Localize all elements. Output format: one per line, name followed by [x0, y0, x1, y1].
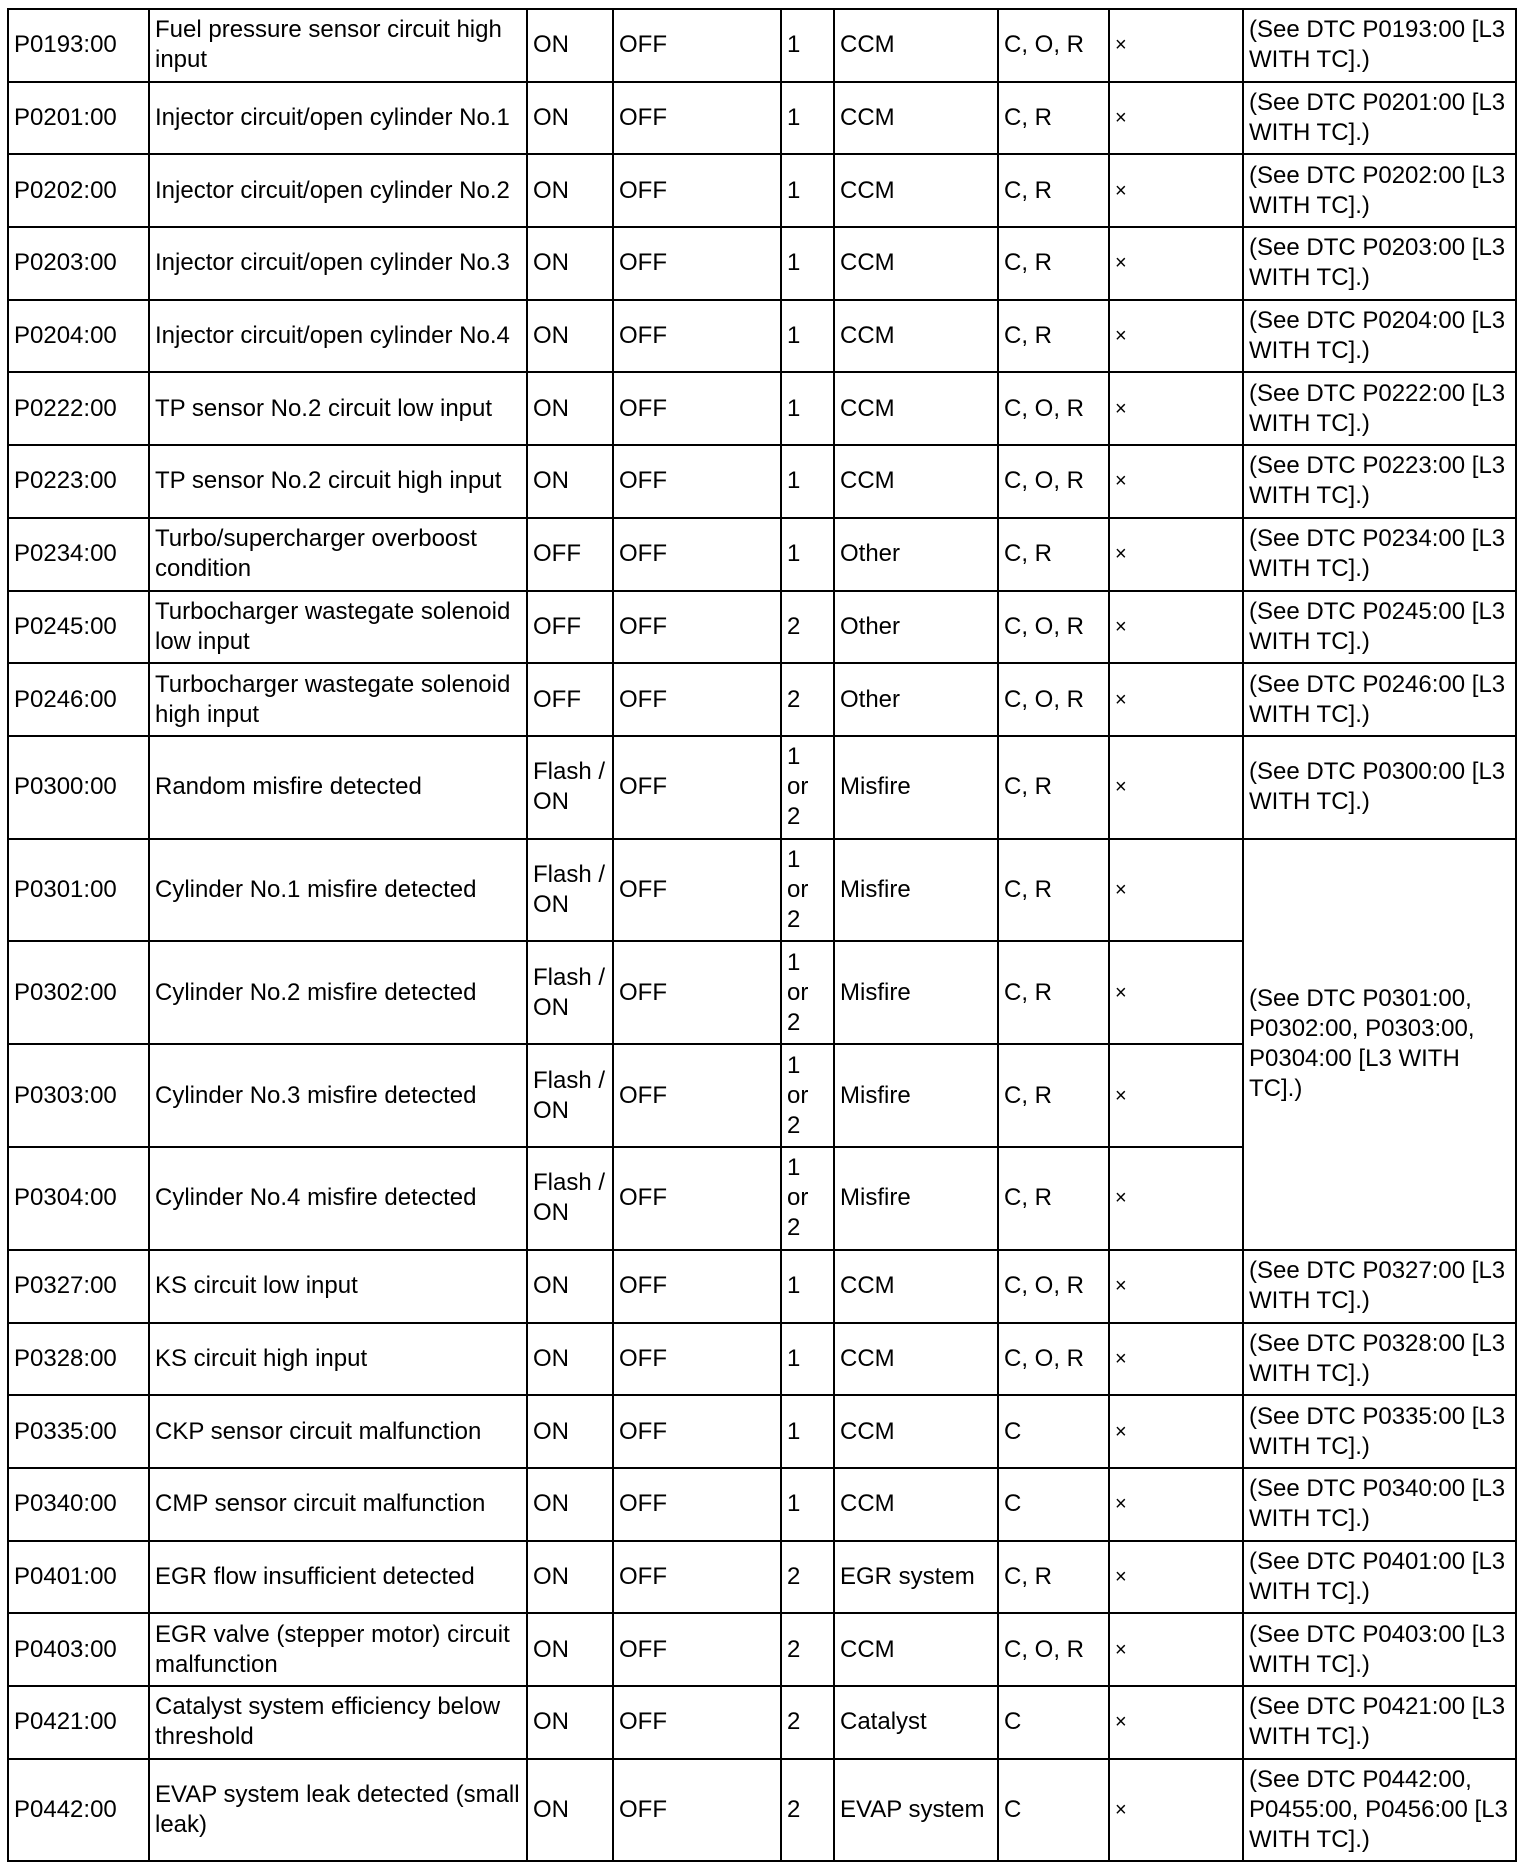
dtc-reference: (See DTC P0203:00 [L3 WITH TC].) — [1243, 227, 1516, 300]
dtc-mark: × — [1109, 1759, 1243, 1862]
dtc-memory: C, O, R — [998, 445, 1109, 518]
dtc-mark: × — [1109, 839, 1243, 942]
dtc-code: P0304:00 — [8, 1147, 149, 1250]
drive-cycle: 1 — [781, 154, 834, 227]
drive-cycle: 1 or 2 — [781, 941, 834, 1044]
dtc-reference: (See DTC P0204:00 [L3 WITH TC].) — [1243, 300, 1516, 373]
dtc-reference: (See DTC P0327:00 [L3 WITH TC].) — [1243, 1250, 1516, 1323]
monitor-item: CCM — [834, 1323, 998, 1396]
dtc-description: TP sensor No.2 circuit high input — [149, 445, 527, 518]
dtc-code: P0203:00 — [8, 227, 149, 300]
dtc-mark: × — [1109, 154, 1243, 227]
dtc-memory: C, O, R — [998, 9, 1109, 82]
dtc-mark: × — [1109, 1147, 1243, 1250]
dtc-mark: × — [1109, 300, 1243, 373]
dtc-memory: C — [998, 1686, 1109, 1759]
monitor-item: CCM — [834, 300, 998, 373]
dtc-code: P0223:00 — [8, 445, 149, 518]
mil-status: ON — [527, 1323, 613, 1396]
gen-status: OFF — [613, 82, 781, 155]
dtc-description: Cylinder No.2 misfire detected — [149, 941, 527, 1044]
table-row — [8, 9, 1516, 82]
drive-cycle: 1 — [781, 1395, 834, 1468]
dtc-code: P0202:00 — [8, 154, 149, 227]
drive-cycle: 1 — [781, 227, 834, 300]
dtc-description: Catalyst system efficiency below threshold — [149, 1686, 527, 1759]
table-row — [8, 518, 1516, 591]
dtc-reference-merged: (See DTC P0301:00, P0302:00, P0303:00, P0304:00 [L3 WITH TC].) — [1243, 839, 1516, 1250]
gen-status: OFF — [613, 300, 781, 373]
gen-status: OFF — [613, 1541, 781, 1614]
dtc-mark: × — [1109, 1250, 1243, 1323]
monitor-item: Misfire — [834, 1044, 998, 1147]
table-row — [8, 372, 1516, 445]
table-row — [8, 82, 1516, 155]
dtc-code: P0442:00 — [8, 1759, 149, 1862]
gen-status: OFF — [613, 591, 781, 664]
mil-status: ON — [527, 372, 613, 445]
dtc-mark: × — [1109, 1613, 1243, 1686]
table-row — [8, 1686, 1516, 1759]
dtc-reference: (See DTC P0223:00 [L3 WITH TC].) — [1243, 445, 1516, 518]
table-row — [8, 1250, 1516, 1323]
dtc-mark: × — [1109, 372, 1243, 445]
drive-cycle: 1 or 2 — [781, 839, 834, 942]
mil-status: Flash / ON — [527, 839, 613, 942]
table-row — [8, 1395, 1516, 1468]
gen-status: OFF — [613, 736, 781, 839]
mil-status: Flash / ON — [527, 1044, 613, 1147]
dtc-mark: × — [1109, 227, 1243, 300]
dtc-mark: × — [1109, 518, 1243, 591]
drive-cycle: 1 — [781, 518, 834, 591]
dtc-memory: C, R — [998, 839, 1109, 942]
dtc-mark: × — [1109, 1395, 1243, 1468]
monitor-item: CCM — [834, 82, 998, 155]
dtc-reference: (See DTC P0234:00 [L3 WITH TC].) — [1243, 518, 1516, 591]
dtc-reference: (See DTC P0300:00 [L3 WITH TC].) — [1243, 736, 1516, 839]
mil-status: ON — [527, 154, 613, 227]
drive-cycle: 1 — [781, 9, 834, 82]
drive-cycle: 1 — [781, 1323, 834, 1396]
gen-status: OFF — [613, 227, 781, 300]
dtc-code: P0403:00 — [8, 1613, 149, 1686]
dtc-memory: C, O, R — [998, 1323, 1109, 1396]
gen-status: OFF — [613, 445, 781, 518]
monitor-item: Misfire — [834, 736, 998, 839]
monitor-item: CCM — [834, 1468, 998, 1541]
mil-status: ON — [527, 227, 613, 300]
dtc-code: P0300:00 — [8, 736, 149, 839]
dtc-memory: C, R — [998, 300, 1109, 373]
mil-status: OFF — [527, 518, 613, 591]
dtc-reference: (See DTC P0421:00 [L3 WITH TC].) — [1243, 1686, 1516, 1759]
table-row — [8, 227, 1516, 300]
dtc-reference: (See DTC P0193:00 [L3 WITH TC].) — [1243, 9, 1516, 82]
dtc-reference: (See DTC P0335:00 [L3 WITH TC].) — [1243, 1395, 1516, 1468]
drive-cycle: 1 — [781, 1468, 834, 1541]
dtc-code: P0201:00 — [8, 82, 149, 155]
dtc-description: KS circuit low input — [149, 1250, 527, 1323]
dtc-description: Cylinder No.1 misfire detected — [149, 839, 527, 942]
dtc-description: EGR flow insufficient detected — [149, 1541, 527, 1614]
mil-status: Flash / ON — [527, 1147, 613, 1250]
monitor-item: EVAP system — [834, 1759, 998, 1862]
dtc-description: EVAP system leak detected (small leak) — [149, 1759, 527, 1862]
mil-status: ON — [527, 1613, 613, 1686]
dtc-reference: (See DTC P0328:00 [L3 WITH TC].) — [1243, 1323, 1516, 1396]
mil-status: OFF — [527, 591, 613, 664]
table-row — [8, 839, 1516, 942]
drive-cycle: 1 or 2 — [781, 736, 834, 839]
dtc-mark: × — [1109, 1468, 1243, 1541]
gen-status: OFF — [613, 372, 781, 445]
gen-status: OFF — [613, 9, 781, 82]
dtc-description: Cylinder No.4 misfire detected — [149, 1147, 527, 1250]
dtc-reference: (See DTC P0401:00 [L3 WITH TC].) — [1243, 1541, 1516, 1614]
table-row — [8, 736, 1516, 839]
dtc-description: Turbo/supercharger overboost condition — [149, 518, 527, 591]
drive-cycle: 2 — [781, 1541, 834, 1614]
monitor-item: CCM — [834, 154, 998, 227]
dtc-table-body — [8, 9, 1516, 1861]
drive-cycle: 1 or 2 — [781, 1147, 834, 1250]
drive-cycle: 2 — [781, 1759, 834, 1862]
dtc-mark: × — [1109, 1044, 1243, 1147]
dtc-memory: C — [998, 1468, 1109, 1541]
dtc-description: Injector circuit/open cylinder No.1 — [149, 82, 527, 155]
dtc-mark: × — [1109, 1541, 1243, 1614]
monitor-item: EGR system — [834, 1541, 998, 1614]
monitor-item: CCM — [834, 1613, 998, 1686]
dtc-memory: C, O, R — [998, 591, 1109, 664]
monitor-item: Misfire — [834, 1147, 998, 1250]
dtc-description: Cylinder No.3 misfire detected — [149, 1044, 527, 1147]
dtc-code: P0401:00 — [8, 1541, 149, 1614]
monitor-item: CCM — [834, 9, 998, 82]
dtc-memory: C, R — [998, 227, 1109, 300]
dtc-description: Turbocharger wastegate solenoid high input — [149, 663, 527, 736]
drive-cycle: 2 — [781, 663, 834, 736]
dtc-code: P0222:00 — [8, 372, 149, 445]
mil-status: ON — [527, 9, 613, 82]
gen-status: OFF — [613, 839, 781, 942]
dtc-mark: × — [1109, 1323, 1243, 1396]
dtc-code: P0246:00 — [8, 663, 149, 736]
mil-status: ON — [527, 1759, 613, 1862]
dtc-code: P0301:00 — [8, 839, 149, 942]
drive-cycle: 2 — [781, 1686, 834, 1759]
dtc-memory: C, R — [998, 154, 1109, 227]
dtc-mark: × — [1109, 445, 1243, 518]
drive-cycle: 1 — [781, 445, 834, 518]
dtc-code: P0335:00 — [8, 1395, 149, 1468]
gen-status: OFF — [613, 663, 781, 736]
dtc-description: CKP sensor circuit malfunction — [149, 1395, 527, 1468]
monitor-item: CCM — [834, 1250, 998, 1323]
dtc-mark: × — [1109, 1686, 1243, 1759]
table-row — [8, 1323, 1516, 1396]
dtc-mark: × — [1109, 591, 1243, 664]
table-row — [8, 1541, 1516, 1614]
dtc-code: P0421:00 — [8, 1686, 149, 1759]
dtc-code: P0234:00 — [8, 518, 149, 591]
dtc-memory: C, O, R — [998, 1250, 1109, 1323]
mil-status: OFF — [527, 663, 613, 736]
drive-cycle: 1 — [781, 82, 834, 155]
dtc-description: EGR valve (stepper motor) circuit malfunction — [149, 1613, 527, 1686]
mil-status: Flash / ON — [527, 736, 613, 839]
dtc-memory: C, R — [998, 941, 1109, 1044]
drive-cycle: 1 — [781, 372, 834, 445]
dtc-mark: × — [1109, 736, 1243, 839]
monitor-item: CCM — [834, 445, 998, 518]
dtc-memory: C, R — [998, 518, 1109, 591]
dtc-code: P0328:00 — [8, 1323, 149, 1396]
mil-status: Flash / ON — [527, 941, 613, 1044]
table-row — [8, 445, 1516, 518]
dtc-reference: (See DTC P0403:00 [L3 WITH TC].) — [1243, 1613, 1516, 1686]
mil-status: ON — [527, 1686, 613, 1759]
gen-status: OFF — [613, 154, 781, 227]
mil-status: ON — [527, 300, 613, 373]
dtc-reference: (See DTC P0246:00 [L3 WITH TC].) — [1243, 663, 1516, 736]
gen-status: OFF — [613, 1395, 781, 1468]
dtc-mark: × — [1109, 9, 1243, 82]
gen-status: OFF — [613, 1686, 781, 1759]
monitor-item: Other — [834, 591, 998, 664]
dtc-memory: C, R — [998, 1541, 1109, 1614]
dtc-memory: C, R — [998, 82, 1109, 155]
dtc-memory: C, O, R — [998, 372, 1109, 445]
dtc-memory: C — [998, 1395, 1109, 1468]
dtc-memory: C, R — [998, 1044, 1109, 1147]
monitor-item: Other — [834, 518, 998, 591]
mil-status: ON — [527, 82, 613, 155]
dtc-description: Turbocharger wastegate solenoid low input — [149, 591, 527, 664]
table-row — [8, 663, 1516, 736]
drive-cycle: 1 or 2 — [781, 1044, 834, 1147]
dtc-code: P0245:00 — [8, 591, 149, 664]
dtc-code: P0327:00 — [8, 1250, 149, 1323]
dtc-reference: (See DTC P0340:00 [L3 WITH TC].) — [1243, 1468, 1516, 1541]
dtc-code: P0340:00 — [8, 1468, 149, 1541]
drive-cycle: 2 — [781, 1613, 834, 1686]
dtc-memory: C, R — [998, 736, 1109, 839]
dtc-mark: × — [1109, 941, 1243, 1044]
gen-status: OFF — [613, 1323, 781, 1396]
drive-cycle: 1 — [781, 300, 834, 373]
dtc-mark: × — [1109, 82, 1243, 155]
monitor-item: CCM — [834, 1395, 998, 1468]
gen-status: OFF — [613, 941, 781, 1044]
dtc-mark: × — [1109, 663, 1243, 736]
monitor-item: Misfire — [834, 941, 998, 1044]
dtc-description: Injector circuit/open cylinder No.2 — [149, 154, 527, 227]
mil-status: ON — [527, 1250, 613, 1323]
dtc-description: CMP sensor circuit malfunction — [149, 1468, 527, 1541]
dtc-code: P0193:00 — [8, 9, 149, 82]
table-row — [8, 1613, 1516, 1686]
dtc-code: P0302:00 — [8, 941, 149, 1044]
table-row — [8, 1759, 1516, 1862]
monitor-item: CCM — [834, 227, 998, 300]
gen-status: OFF — [613, 518, 781, 591]
gen-status: OFF — [613, 1468, 781, 1541]
dtc-description: Injector circuit/open cylinder No.3 — [149, 227, 527, 300]
drive-cycle: 2 — [781, 591, 834, 664]
table-row — [8, 1468, 1516, 1541]
monitor-item: Misfire — [834, 839, 998, 942]
gen-status: OFF — [613, 1759, 781, 1862]
drive-cycle: 1 — [781, 1250, 834, 1323]
monitor-item: Catalyst — [834, 1686, 998, 1759]
table-row — [8, 591, 1516, 664]
dtc-description: KS circuit high input — [149, 1323, 527, 1396]
mil-status: ON — [527, 1541, 613, 1614]
mil-status: ON — [527, 445, 613, 518]
gen-status: OFF — [613, 1147, 781, 1250]
dtc-memory: C, R — [998, 1147, 1109, 1250]
dtc-code: P0204:00 — [8, 300, 149, 373]
gen-status: OFF — [613, 1044, 781, 1147]
dtc-reference: (See DTC P0201:00 [L3 WITH TC].) — [1243, 82, 1516, 155]
dtc-table — [7, 8, 1517, 1862]
gen-status: OFF — [613, 1613, 781, 1686]
dtc-memory: C, O, R — [998, 663, 1109, 736]
dtc-reference: (See DTC P0245:00 [L3 WITH TC].) — [1243, 591, 1516, 664]
dtc-reference: (See DTC P0222:00 [L3 WITH TC].) — [1243, 372, 1516, 445]
mil-status: ON — [527, 1468, 613, 1541]
gen-status: OFF — [613, 1250, 781, 1323]
mil-status: ON — [527, 1395, 613, 1468]
monitor-item: CCM — [834, 372, 998, 445]
dtc-reference: (See DTC P0442:00, P0455:00, P0456:00 [L3 WITH TC].) — [1243, 1759, 1516, 1862]
monitor-item: Other — [834, 663, 998, 736]
dtc-description: Fuel pressure sensor circuit high input — [149, 9, 527, 82]
dtc-description: TP sensor No.2 circuit low input — [149, 372, 527, 445]
table-row — [8, 300, 1516, 373]
dtc-code: P0303:00 — [8, 1044, 149, 1147]
table-row — [8, 154, 1516, 227]
dtc-memory: C, O, R — [998, 1613, 1109, 1686]
dtc-description: Injector circuit/open cylinder No.4 — [149, 300, 527, 373]
dtc-reference: (See DTC P0202:00 [L3 WITH TC].) — [1243, 154, 1516, 227]
dtc-memory: C — [998, 1759, 1109, 1862]
dtc-description: Random misfire detected — [149, 736, 527, 839]
